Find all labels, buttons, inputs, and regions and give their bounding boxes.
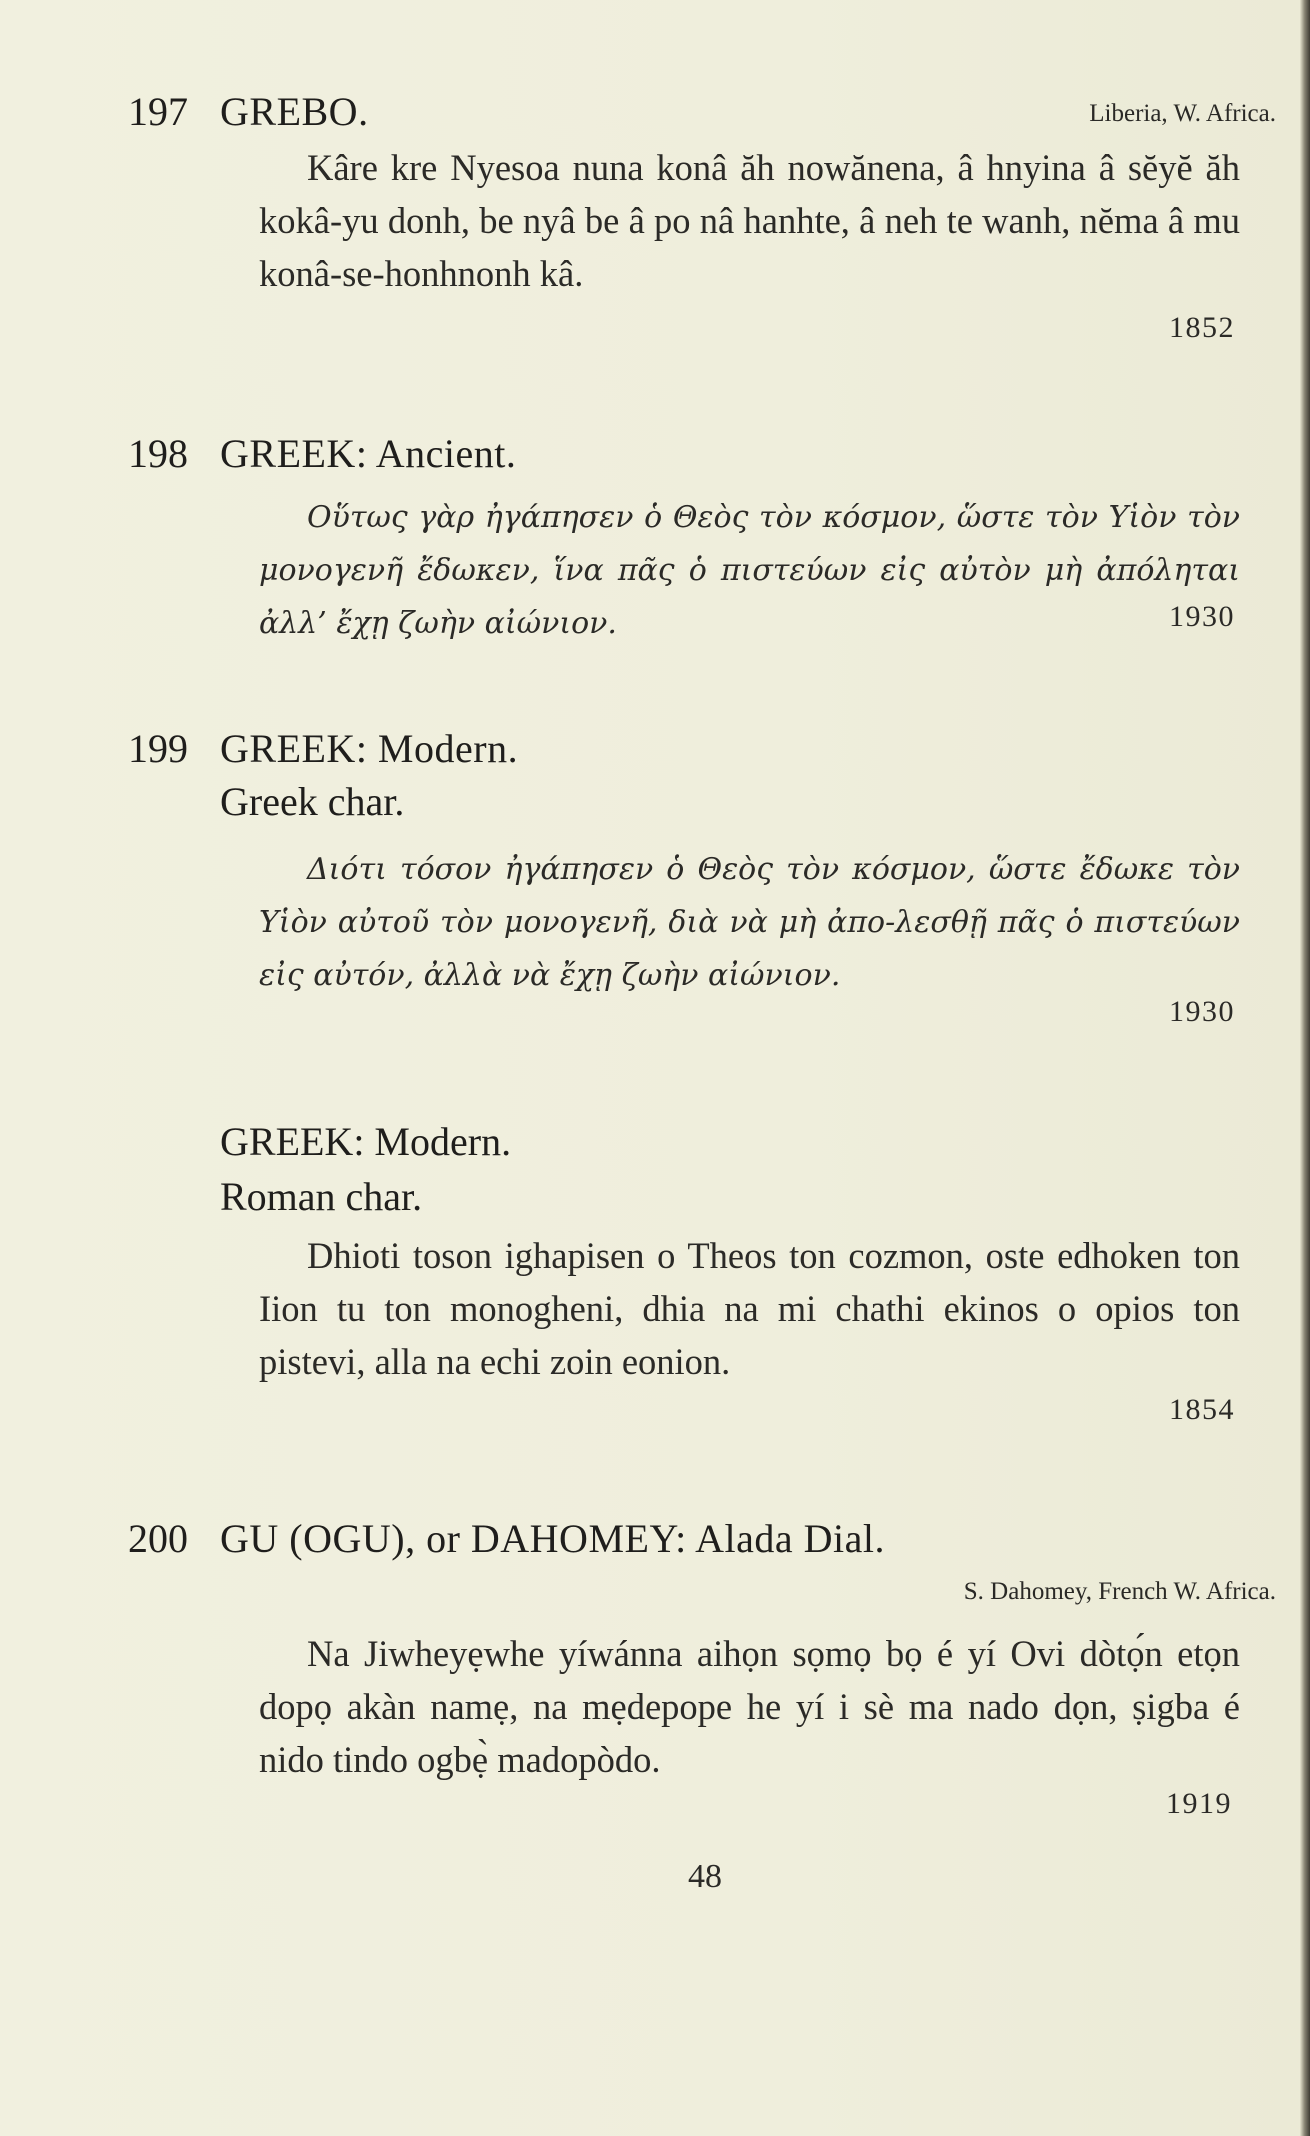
page-number: 48	[688, 1858, 722, 1895]
entry-text: Kâre kre Nyesoa nuna konâ ăh nowănena, â hnyina â sĕyĕ ăh kokâ-yu donh, be nyâ be â po nâ hanhte, â neh te wanh, nĕma â mu konâ-se-honhnonh kâ.	[259, 147, 1240, 294]
entry-year: 1854	[1169, 1393, 1235, 1426]
entry-year: 1852	[1169, 311, 1235, 344]
entry-number: 199	[128, 726, 188, 771]
entry-title: GU (OGU), or DAHOMEY: Alada Dial.	[220, 1516, 885, 1561]
entry-text: Οὕτως γὰρ ἠγάπησεν ὁ Θεὸς τὸν κόσμον, ὥστε τὸν Υἱὸν τὸν μονογενῆ ἔδωκεν, ἵνα πᾶς ὁ πιστεύων εἰς αὐτὸν μὴ ἀπόληται ἀλλ’ ἔχῃ ζωὴν αἰώνιον.	[259, 500, 1240, 641]
entry-number: 197	[128, 89, 188, 134]
entry-subtitle: Greek char.	[220, 779, 405, 824]
entry-year: 1930	[1169, 995, 1235, 1028]
entry-title: GREEK: Modern.	[220, 1119, 512, 1164]
entry-year: 1919	[1166, 1787, 1232, 1820]
entry-subtitle: Roman char.	[220, 1174, 423, 1219]
entry-title: GREBO.	[220, 89, 369, 134]
entry-text: Dhioti toson ighapisen o Theos ton cozmon, oste edhoken ton Iion tu ton monogheni, dhia na mi chathi ekinos o opios ton pistevi, alla na echi zoin eonion.	[259, 1235, 1240, 1382]
entry-region: Liberia, W. Africa.	[1089, 100, 1276, 127]
entry-number: 200	[128, 1516, 188, 1561]
entry-text: Διότι τόσον ἠγάπησεν ὁ Θεὸς τὸν κόσμον, ὥστε ἔδωκε τὸν Υἱὸν αὐτοῦ τὸν μονογενῆ, διὰ νὰ μὴ ἀπο-λεσθῇ πᾶς ὁ πιστεύων εἰς αὐτόν, ἀλλὰ νὰ ἔχῃ ζωὴν αἰώνιον.	[259, 852, 1240, 993]
entry-title: GREEK: Ancient.	[220, 431, 517, 476]
entry-title: GREEK: Modern.	[220, 726, 519, 771]
page-binding-edge	[1300, 0, 1310, 2136]
entry-year: 1930	[1169, 600, 1235, 633]
entry-number: 198	[128, 431, 188, 476]
entry-text: Na Jiwheyẹwhe yíwánna aihọn sọmọ bọ é yí Ovi dòtọ́n etọn dopọ akàn namẹ, na mẹdepope he yí i sè ma nado dọn, ṣigba é nido tindo ogbẹ̀ madopòdo.	[259, 1633, 1240, 1780]
entry-region: S. Dahomey, French W. Africa.	[963, 1578, 1276, 1605]
